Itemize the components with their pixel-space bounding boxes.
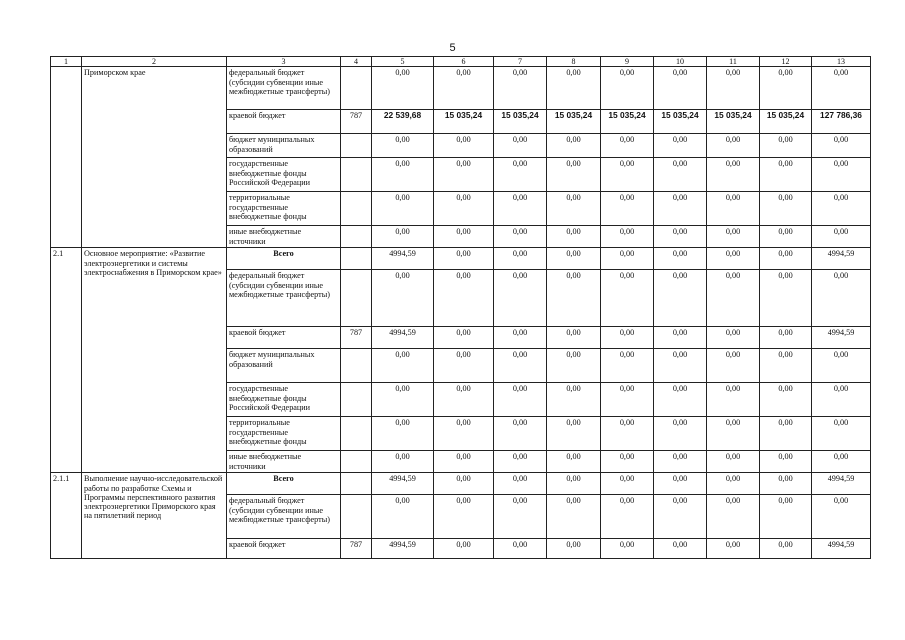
grbs-code	[341, 158, 372, 192]
value-year-8: 0,00	[760, 158, 812, 192]
value-year-5: 0,00	[601, 417, 654, 451]
table-body	[51, 57, 871, 559]
value-year-3: 0,00	[494, 134, 547, 158]
value-total: 0,00	[812, 192, 871, 226]
section-number: 2.1	[51, 248, 82, 473]
column-number-row	[51, 57, 871, 67]
page-number: 5	[449, 42, 456, 54]
funding-source: территориальные государственные внебюджетные фонды	[227, 417, 341, 451]
value-year-7: 0,00	[707, 417, 760, 451]
value-total: 0,00	[812, 383, 871, 417]
value-year-5: 0,00	[601, 226, 654, 248]
funding-source: краевой бюджет	[227, 539, 341, 559]
value-year-8: 0,00	[760, 248, 812, 270]
value-year-3: 0,00	[494, 327, 547, 349]
value-total: 0,00	[812, 417, 871, 451]
value-total: 0,00	[812, 67, 871, 110]
value-year-5: 0,00	[601, 158, 654, 192]
grbs-code	[341, 495, 372, 539]
value-year-5: 0,00	[601, 383, 654, 417]
value-year-1: 0,00	[372, 158, 434, 192]
value-year-3: 15 035,24	[494, 110, 547, 134]
value-year-2: 0,00	[434, 327, 494, 349]
funding-source: территориальные государственные внебюджетные фонды	[227, 192, 341, 226]
value-year-4: 0,00	[547, 67, 601, 110]
value-year-3: 0,00	[494, 192, 547, 226]
funding-source: иные внебюджетные источники	[227, 451, 341, 473]
table-row	[51, 67, 871, 110]
value-year-2: 0,00	[434, 417, 494, 451]
value-year-7: 0,00	[707, 134, 760, 158]
value-year-7: 0,00	[707, 158, 760, 192]
value-year-4: 0,00	[547, 270, 601, 327]
grbs-code	[341, 192, 372, 226]
value-year-1: 0,00	[372, 349, 434, 383]
value-year-5: 0,00	[601, 349, 654, 383]
column-number-11: 11	[707, 57, 760, 67]
value-year-6: 0,00	[654, 451, 707, 473]
value-year-7: 0,00	[707, 539, 760, 559]
value-year-6: 0,00	[654, 383, 707, 417]
value-year-3: 0,00	[494, 67, 547, 110]
value-year-7: 0,00	[707, 383, 760, 417]
value-total: 4994,59	[812, 473, 871, 495]
funding-source: краевой бюджет	[227, 327, 341, 349]
value-year-2: 0,00	[434, 134, 494, 158]
value-year-1: 4994,59	[372, 327, 434, 349]
value-year-2: 0,00	[434, 473, 494, 495]
column-number-3: 3	[227, 57, 341, 67]
value-year-4: 0,00	[547, 134, 601, 158]
funding-source: федеральный бюджет (субсидии субвенции иные межбюджетные трансферты)	[227, 67, 341, 110]
value-year-8: 0,00	[760, 495, 812, 539]
value-year-2: 0,00	[434, 349, 494, 383]
value-year-6: 0,00	[654, 539, 707, 559]
value-year-5: 0,00	[601, 473, 654, 495]
value-year-5: 0,00	[601, 192, 654, 226]
value-year-1: 0,00	[372, 270, 434, 327]
grbs-code: 787	[341, 539, 372, 559]
total-label: Всего	[227, 248, 341, 270]
value-year-1: 0,00	[372, 134, 434, 158]
value-year-5: 0,00	[601, 451, 654, 473]
value-year-8: 0,00	[760, 226, 812, 248]
total-label: Всего	[227, 473, 341, 495]
value-year-2: 0,00	[434, 192, 494, 226]
value-year-4: 0,00	[547, 248, 601, 270]
value-year-7: 0,00	[707, 473, 760, 495]
value-year-7: 0,00	[707, 349, 760, 383]
value-year-6: 15 035,24	[654, 110, 707, 134]
value-year-3: 0,00	[494, 383, 547, 417]
column-number-8: 8	[547, 57, 601, 67]
value-year-1: 0,00	[372, 226, 434, 248]
value-total: 4994,59	[812, 248, 871, 270]
value-year-4: 0,00	[547, 383, 601, 417]
section-name: Основное мероприятие: «Развитие электроэнергетики и системы электроснабжения в Приморском крае»	[82, 248, 227, 473]
grbs-code	[341, 451, 372, 473]
value-year-8: 0,00	[760, 473, 812, 495]
value-year-8: 0,00	[760, 417, 812, 451]
value-year-6: 0,00	[654, 495, 707, 539]
funding-source: бюджет муниципальных образований	[227, 349, 341, 383]
value-year-6: 0,00	[654, 134, 707, 158]
value-year-1: 0,00	[372, 192, 434, 226]
value-year-1: 0,00	[372, 67, 434, 110]
value-year-5: 0,00	[601, 495, 654, 539]
value-year-3: 0,00	[494, 270, 547, 327]
value-year-3: 0,00	[494, 417, 547, 451]
grbs-code	[341, 134, 372, 158]
value-year-1: 0,00	[372, 383, 434, 417]
value-total: 0,00	[812, 495, 871, 539]
budget-table	[50, 56, 871, 559]
table-row	[51, 248, 871, 270]
value-year-5: 15 035,24	[601, 110, 654, 134]
value-year-4: 0,00	[547, 158, 601, 192]
value-year-3: 0,00	[494, 349, 547, 383]
value-year-2: 0,00	[434, 158, 494, 192]
value-year-4: 0,00	[547, 473, 601, 495]
funding-source: государственные внебюджетные фонды Российской Федерации	[227, 383, 341, 417]
value-year-4: 15 035,24	[547, 110, 601, 134]
value-year-8: 0,00	[760, 539, 812, 559]
column-number-5: 5	[372, 57, 434, 67]
value-year-8: 0,00	[760, 270, 812, 327]
value-year-6: 0,00	[654, 270, 707, 327]
value-total: 4994,59	[812, 327, 871, 349]
funding-source: федеральный бюджет (субсидии субвенции иные межбюджетные трансферты)	[227, 270, 341, 327]
value-year-8: 0,00	[760, 349, 812, 383]
value-year-4: 0,00	[547, 327, 601, 349]
grbs-code	[341, 67, 372, 110]
column-number-4: 4	[341, 57, 372, 67]
value-year-3: 0,00	[494, 248, 547, 270]
section-number	[51, 67, 82, 248]
funding-source: краевой бюджет	[227, 110, 341, 134]
value-year-8: 0,00	[760, 451, 812, 473]
value-year-7: 0,00	[707, 327, 760, 349]
value-year-1: 4994,59	[372, 539, 434, 559]
value-total: 0,00	[812, 226, 871, 248]
column-number-1: 1	[51, 57, 82, 67]
value-year-8: 0,00	[760, 192, 812, 226]
value-year-2: 0,00	[434, 495, 494, 539]
value-year-4: 0,00	[547, 495, 601, 539]
value-year-2: 0,00	[434, 383, 494, 417]
grbs-code: 787	[341, 327, 372, 349]
value-year-6: 0,00	[654, 158, 707, 192]
value-year-2: 0,00	[434, 539, 494, 559]
value-year-5: 0,00	[601, 67, 654, 110]
value-year-4: 0,00	[547, 417, 601, 451]
column-number-6: 6	[434, 57, 494, 67]
value-year-6: 0,00	[654, 473, 707, 495]
value-year-3: 0,00	[494, 451, 547, 473]
value-year-5: 0,00	[601, 270, 654, 327]
value-year-8: 0,00	[760, 134, 812, 158]
value-year-1: 4994,59	[372, 248, 434, 270]
value-year-3: 0,00	[494, 158, 547, 192]
value-year-4: 0,00	[547, 192, 601, 226]
column-number-13: 13	[812, 57, 871, 67]
value-year-7: 0,00	[707, 451, 760, 473]
value-year-7: 0,00	[707, 248, 760, 270]
value-year-8: 0,00	[760, 67, 812, 110]
value-year-5: 0,00	[601, 248, 654, 270]
section-name: Выполнение научно-исследовательской работы по разработке Схемы и Программы перспективного развития электроэнергетики Приморского края на пятилетний период	[82, 473, 227, 559]
value-year-2: 15 035,24	[434, 110, 494, 134]
value-year-7: 0,00	[707, 270, 760, 327]
value-year-4: 0,00	[547, 226, 601, 248]
value-year-1: 0,00	[372, 417, 434, 451]
value-total: 0,00	[812, 134, 871, 158]
value-year-3: 0,00	[494, 473, 547, 495]
value-year-7: 0,00	[707, 226, 760, 248]
grbs-code	[341, 270, 372, 327]
grbs-code	[341, 248, 372, 270]
value-year-6: 0,00	[654, 248, 707, 270]
value-year-6: 0,00	[654, 226, 707, 248]
value-year-7: 0,00	[707, 67, 760, 110]
value-year-3: 0,00	[494, 495, 547, 539]
value-total: 0,00	[812, 349, 871, 383]
section-number: 2.1.1	[51, 473, 82, 559]
value-total: 127 786,36	[812, 110, 871, 134]
value-year-8: 0,00	[760, 383, 812, 417]
value-year-2: 0,00	[434, 451, 494, 473]
value-year-2: 0,00	[434, 67, 494, 110]
value-year-8: 0,00	[760, 327, 812, 349]
value-year-7: 15 035,24	[707, 110, 760, 134]
grbs-code	[341, 226, 372, 248]
section-name: Приморском крае	[82, 67, 227, 248]
value-year-8: 15 035,24	[760, 110, 812, 134]
value-year-6: 0,00	[654, 67, 707, 110]
column-number-7: 7	[494, 57, 547, 67]
value-year-1: 22 539,68	[372, 110, 434, 134]
value-year-7: 0,00	[707, 192, 760, 226]
value-year-6: 0,00	[654, 327, 707, 349]
column-number-10: 10	[654, 57, 707, 67]
value-year-3: 0,00	[494, 226, 547, 248]
funding-source: бюджет муниципальных образований	[227, 134, 341, 158]
funding-source: иные внебюджетные источники	[227, 226, 341, 248]
grbs-code	[341, 349, 372, 383]
value-total: 0,00	[812, 451, 871, 473]
column-number-2: 2	[82, 57, 227, 67]
value-year-1: 0,00	[372, 451, 434, 473]
value-year-2: 0,00	[434, 248, 494, 270]
grbs-code: 787	[341, 110, 372, 134]
grbs-code	[341, 383, 372, 417]
value-total: 0,00	[812, 158, 871, 192]
value-year-4: 0,00	[547, 349, 601, 383]
value-year-3: 0,00	[494, 539, 547, 559]
table-row	[51, 473, 871, 495]
value-year-1: 4994,59	[372, 473, 434, 495]
funding-source: федеральный бюджет (субсидии субвенции иные межбюджетные трансферты)	[227, 495, 341, 539]
grbs-code	[341, 473, 372, 495]
value-year-5: 0,00	[601, 539, 654, 559]
value-year-2: 0,00	[434, 226, 494, 248]
value-year-6: 0,00	[654, 349, 707, 383]
funding-source: государственные внебюджетные фонды Российской Федерации	[227, 158, 341, 192]
value-year-2: 0,00	[434, 270, 494, 327]
value-total: 0,00	[812, 270, 871, 327]
grbs-code	[341, 417, 372, 451]
value-total: 4994,59	[812, 539, 871, 559]
value-year-4: 0,00	[547, 451, 601, 473]
column-number-9: 9	[601, 57, 654, 67]
value-year-6: 0,00	[654, 192, 707, 226]
value-year-5: 0,00	[601, 134, 654, 158]
value-year-4: 0,00	[547, 539, 601, 559]
value-year-7: 0,00	[707, 495, 760, 539]
value-year-1: 0,00	[372, 495, 434, 539]
column-number-12: 12	[760, 57, 812, 67]
value-year-5: 0,00	[601, 327, 654, 349]
value-year-6: 0,00	[654, 417, 707, 451]
